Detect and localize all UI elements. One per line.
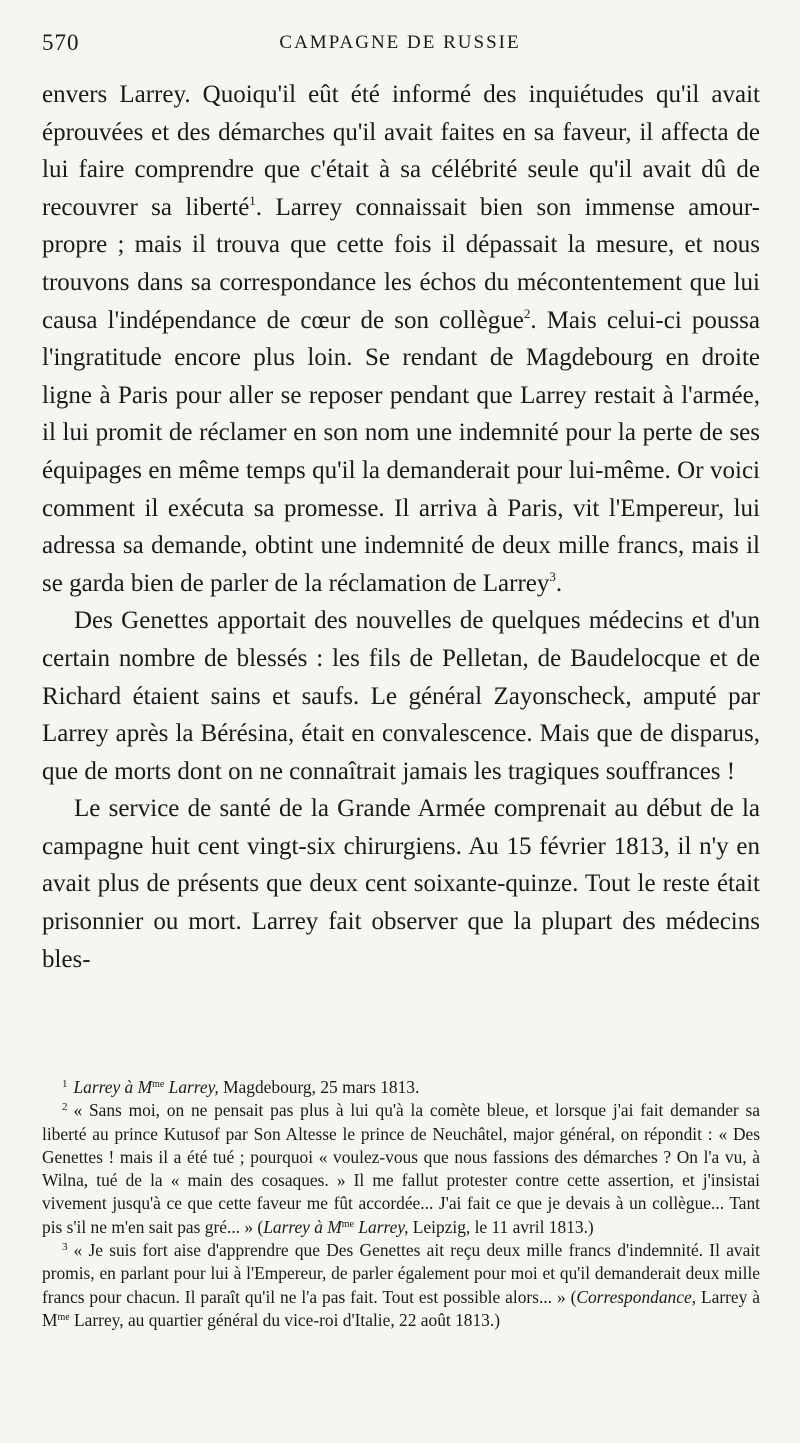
paragraph-1-part-a: envers Larrey. Quoiqu'il eût été informé des inquiétudes qu'il avait éprouvées et des démarches qu'il avait faites en sa faveur, il affecta de lui faire comprendre que c'était à sa célébrité seule qu'il avait dû de recouvrer sa liberté — [42, 81, 760, 221]
footnote-3-sup: me — [57, 1311, 70, 1323]
paragraph-1 — [42, 76, 760, 602]
footnote-2-sup: me — [341, 1218, 354, 1230]
footnote-3 — [42, 1239, 760, 1332]
footnote-1-mark: 1 — [62, 1078, 68, 1090]
footnote-1-italic-b: Larrey, — [164, 1077, 219, 1097]
footnote-3-text-a: « Je suis fort aise d'apprendre que Des Genettes ait reçu deux mille francs d'indemnité. Il avait promis, en parlant pour lui à l'Empereur, de parler également pour moi et qu'il demanderait deux mille francs pour chacun. Il paraît qu'il ne l'a pas fait. Tout est possible alors... » ( — [42, 1240, 760, 1307]
footnote-2-text-a: « Sans moi, on ne pensait pas plus à lui qu'à la comète bleue, et lorsque j'ai fait demander sa liberté au prince Kutusof par Son Altesse le prince de Neuchâtel, major général, on répondit : « Des Genettes ! mais il a été tué ; pourquoi « voulez-vous que nous fassions des démarches ? On l'a vu, à Wilna, tué de la « main des cosaques. » Il me fallut protester contre cette assertion, et j'insistai vivement jusqu'à ce que cette faveur me fût accordée... J'ai fait ce que je devais à un collègue... Tant pis s'il ne m'en sait pas gré... » ( — [42, 1100, 760, 1237]
footnote-2-italic-a: Larrey à M — [263, 1216, 342, 1237]
footnote-3-text-b: Larrey à M — [42, 1286, 760, 1330]
footnote-1-text: Magdebourg, 25 mars 1813. — [218, 1077, 420, 1097]
footnote-1-sup: me — [152, 1079, 165, 1090]
paragraph-1-part-b: . Larrey connaissait bien son immense amour-propre ; mais il trouva que cette fois il dépassait la mesure, et nous trouvons dans sa correspondance les échos du mécontentement que lui causa l'indépendance de cœur de son collègue — [42, 193, 760, 334]
footnote-2-text-b: Leipzig, le 11 avril 1813.) — [408, 1216, 594, 1237]
footnote-ref-2: 2 — [523, 305, 531, 321]
footnote-2-mark: 2 — [62, 1101, 68, 1114]
paragraph-2: Des Genettes apportait des nouvelles de quelques médecins et d'un certain nombre de blessés : les fils de Pelletan, de Baudelocque et de Richard étaient sains et saufs. Le général Zayonscheck, amputé par Larrey après la Bérésina, était en convalescence. Mais que de disparus, que de morts dont on ne connaîtrait jamais les tragiques souffrances ! — [42, 607, 760, 785]
footnotes — [42, 1076, 760, 1332]
footnote-1 — [42, 1076, 760, 1099]
footnote-ref-1: 1 — [249, 192, 256, 208]
footnote-2 — [42, 1099, 760, 1239]
page-number: 570 — [42, 30, 80, 55]
main-text — [42, 76, 760, 978]
footnote-2-italic-b: Larrey, — [354, 1216, 409, 1237]
paragraph-3: Le service de santé de la Grande Armée comprenait au début de la campagne huit cent vingt-six chirurgiens. Au 15 février 1813, il n'y en avait plus de présents que deux cent soixante-quinze. Tout le reste était prisonnier ou mort. Larrey fait observer que la plupart des médecins bles- — [42, 795, 760, 973]
footnote-1-italic-a: Larrey à M — [73, 1077, 153, 1097]
footnote-3-italic-a: Correspondance, — [576, 1286, 697, 1307]
running-title: CAMPAGNE DE RUSSIE — [279, 32, 521, 53]
paragraph-1-part-d: . — [555, 569, 563, 597]
footnote-3-mark: 3 — [62, 1241, 68, 1254]
footnote-ref-3: 3 — [549, 568, 556, 584]
paragraph-1-part-c: . Mais celui-ci poussa l'ingratitude encore plus loin. Se rendant de Magdebourg en droite ligne à Paris pour aller se reposer pendant que Larrey restait à l'armée, il lui promit de réclamer en son nom une indemnité pour la perte de ses équipages en même temps qu'il la demanderait pour lui-même. Or voici comment il exécuta sa promesse. Il arriva à Paris, vit l'Empereur, lui adressa sa demande, obtint une indemnité de deux mille francs, mais il se garda bien de parler de la réclamation de Larrey — [42, 306, 760, 597]
page-header — [42, 30, 758, 58]
footnote-3-text-c: Larrey, au quartier général du vice-roi d'Italie, 22 août 1813.) — [69, 1309, 500, 1330]
